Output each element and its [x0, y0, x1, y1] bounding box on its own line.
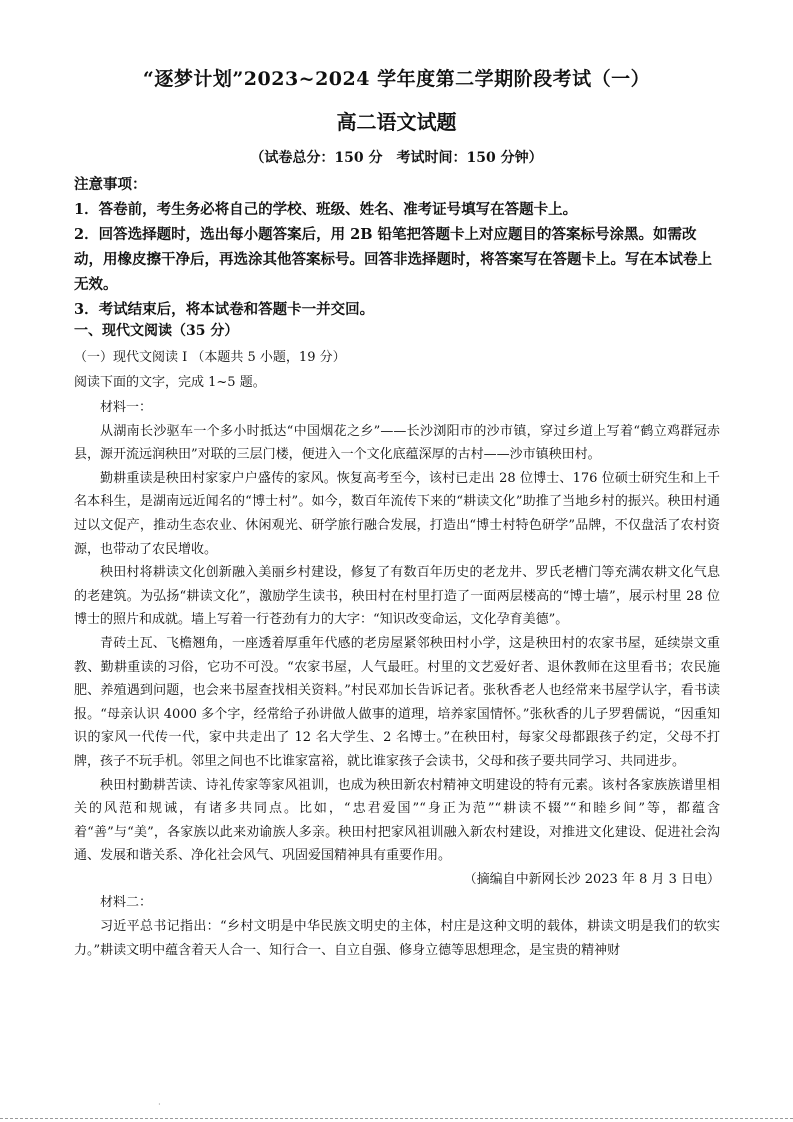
- material2-label: 材料二：: [100, 895, 153, 911]
- material2-paragraph: 习近平总书记指出：“乡村文明是中华民族文明史的主体，村庄是这种文明的载体，耕读文明是我们的软实力。”耕读文明中蕴含着天人合一、知行合一、自立自强、修身立德等思想理念，是宝贵的精神财: [74, 919, 720, 958]
- footer-divider: [0, 1118, 793, 1119]
- notes-item-3: 3．考试结束后，将本试卷和答题卡一并交回。: [74, 301, 375, 318]
- material1-paragraph: 秧田村勤耕苦读、诗礼传家等家风祖训，也成为秧田新农村精神文明建设的特有元素。该村各家族族谱里相关的风范和规诫，有诸多共同点。比如，“忠君爱国”“身正为范”“耕读不辍”“和睦乡间”等，都蕴含着“善”与“美”，各家族以此来劝谕族人多亲。秧田村把家风祖训融入新农村建设，对推进文化建设、促进社会沟通、发展和谐关系、净化社会风气、巩固爱国精神具有重要作用。: [74, 777, 720, 864]
- notes-block: [74, 172, 724, 322]
- material1-label: 材料一：: [100, 400, 153, 415]
- material1-source: （摘编自中新网长沙 2023 年 8 月 3 日电）: [463, 871, 720, 887]
- material1-paragraph: 从湖南长沙驱车一个多小时抵达“中国烟花之乡”——长沙浏阳市的沙市镇，穿过乡道上写着“鹤立鸡群冠赤县，源开流远润秧田”对联的三层门楼，便进入一个文化底蕴深厚的古村——沙市镇秧田村。: [74, 423, 720, 463]
- material1-paragraph: 青砖土瓦、飞檐翘角，一座透着厚重年代感的老房屋紧邻秧田村小学，这是秧田村的农家书屋，延续崇文重教、勤耕重读的习俗，它功不可没。“农家书屋，人气最旺。村里的文艺爱好者、退休教师在这里看书；农民施肥、养殖遇到问题，也会来书屋查找相关资料。”村民邓加长告诉记者。张秋香老人也经常来书屋学认字，看书读报。“母亲认识 4000 多个字，经常给子孙讲做人做事的道理，培养家国情怀。”张秋香的儿子罗碧儒说，“因重知识的家风一代传一代，家中共走出了 12 名大学生、2 名博士。”在秧田村，每家父母都跟孩子约定，父母不打牌，孩子不玩手机。邻里之间也不比谁家富裕，就比谁家孩子会读书，父母和孩子要共同学习、共同进步。: [74, 635, 720, 769]
- subsection-title: （一）现代文阅读 I （本题共 5 小题，19 分）: [74, 350, 346, 365]
- section-title: 一、现代文阅读（35 分）: [74, 323, 239, 339]
- notes-heading: 注意事项：: [74, 176, 147, 193]
- notes-item-2: 2．回答选择题时，选出每小题答案后，用 2B 铅笔把答题卡上对应题目的答案标号涂黑。如需改动，用橡皮擦干净后，再选涂其他答案标号。回答非选择题时，将答案写在答题卡上。写在本试卷上无效。: [74, 226, 712, 293]
- notes-item-1: 1．答卷前，考生务必将自己的学校、班级、姓名、准考证号填写在答题卡上。: [74, 201, 578, 218]
- page-marker: ·: [158, 1100, 161, 1109]
- material1-paragraph: 秧田村将耕读文化创新融入美丽乡村建设，修复了有数百年历史的老龙井、罗氏老槽门等充满农耕文化气息的老建筑。为弘扬“耕读文化”，激励学生读书，秧田村在村里打造了一面两层楼高的“博士墙”，展示村里 28 位博士的照片和成就。墙上写着一行苍劲有力的大字：“知识改变命运，文化孕育美德”。: [74, 565, 720, 628]
- exam-title: “逐梦计划”2023~2024 学年度第二学期阶段考试（一）: [142, 68, 651, 90]
- exam-meta: （试卷总分：150 分 考试时间：150 分钟）: [250, 150, 543, 166]
- exam-subject: 高二语文试题: [336, 110, 457, 134]
- material1-paragraph: 勤耕重读是秧田村家家户户盛传的家风。恢复高考至今，该村已走出 28 位博士、176 位硕士研究生和上千名本科生，是湖南远近闻名的“博士村”。如今，数百年流传下来的“耕读文化”助推了当地乡村的振兴。秧田村通过以文促产，推动生态农业、休闲观光、研学旅行融合发展，打造出“博士村特色研学”品牌，不仅盘活了农村资源，也带动了农民增收。: [74, 470, 720, 557]
- reading-body: [74, 396, 720, 962]
- reading-instruction: 阅读下面的文字，完成 1~5 题。: [74, 375, 266, 390]
